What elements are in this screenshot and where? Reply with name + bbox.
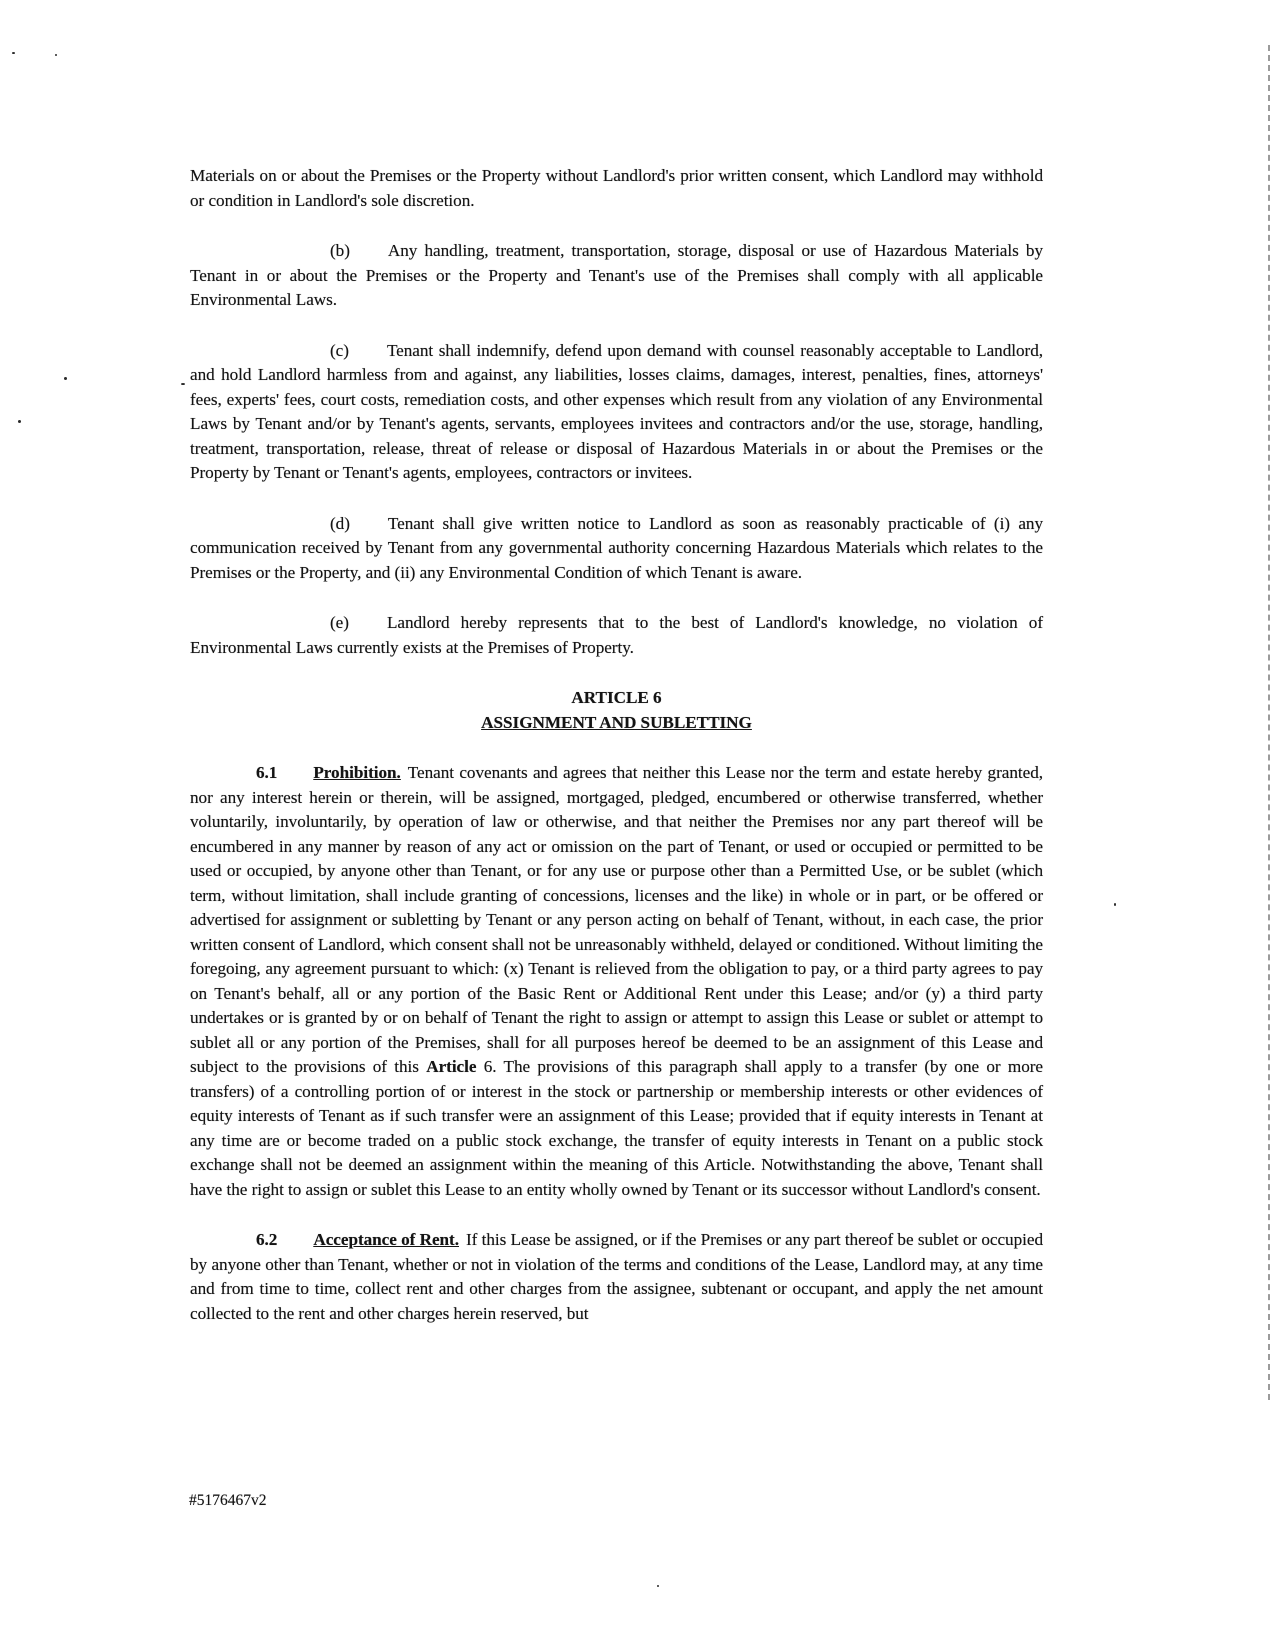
section-6-2-title: Acceptance of Rent. [313, 1230, 459, 1249]
section-6-2-number: 6.2 [256, 1230, 278, 1249]
scan-speck [12, 52, 15, 54]
article-number: ARTICLE 6 [571, 688, 662, 707]
scan-speck [1114, 903, 1116, 906]
section-6-1-title: Prohibition. [313, 763, 401, 782]
clause-e-label: (e) [330, 613, 349, 632]
clause-b-text: Any handling, treatment, transportation, storage, disposal or use of Hazardous Materials by Tenant in or about the Premises or the Property and Tenant's use of the Premises shall comply with all applicable Environmental Laws. [190, 241, 1043, 309]
scan-speck [64, 377, 67, 380]
section-6-1-bold-word: Article [426, 1057, 477, 1076]
scan-artifact-line [1268, 45, 1270, 1400]
clause-e-text: Landlord hereby represents that to the best of Landlord's knowledge, no violation of Environmental Laws currently exists at the Premises of Property. [190, 613, 1043, 657]
clause-e [190, 611, 1043, 660]
clause-b [190, 239, 1043, 313]
body-text [190, 164, 1043, 1352]
scan-speck [18, 420, 21, 423]
footer-document-number: #5176467v2 [189, 1492, 267, 1509]
article-heading [190, 686, 1043, 735]
section-6-2 [190, 1228, 1043, 1326]
scan-speck [657, 1585, 659, 1587]
scan-speck [55, 54, 57, 56]
clause-c [190, 339, 1043, 486]
clause-c-label: (c) [330, 340, 349, 360]
clause-b-label: (b) [330, 241, 350, 260]
article-title: ASSIGNMENT AND SUBLETTING [481, 712, 752, 732]
section-6-2-body: If this Lease be assigned, or if the Premises or any part thereof be sublet or occupied by anyone other than Tenant, whether or not in violation of the terms and conditions of the Lease, Landlord may, at any time and from time to time, collect rent and other charges from the assignee, subtenant or occupant, and apply the net amount collected to the rent and other charges herein reserved, but [190, 1230, 1043, 1323]
clause-d [190, 512, 1043, 586]
section-6-1-body-post: 6. The provisions of this paragraph shall apply to a transfer (by one or more transfers) of a controlling portion of or interest in the stock or partnership or membership interests or other evidences of equity interests of Tenant as if such transfer were an assignment of this Lease; provided that if equity interests in Tenant at any time are or become traded on a public stock exchange, the transfer of equity interests in Tenant on a public stock exchange shall not be deemed an assignment within the meaning of this Article. Notwithstanding the above, Tenant shall have the right to assign or sublet this Lease to an entity wholly owned by Tenant or its successor without Landlord's consent. [190, 1057, 1043, 1199]
section-6-1-number: 6.1 [256, 763, 278, 782]
paragraph-intro: Materials on or about the Premises or the Property without Landlord's prior written consent, which Landlord may withhold or condition in Landlord's sole discretion. [190, 166, 1043, 210]
section-6-1-body-pre: Tenant covenants and agrees that neither this Lease nor the term and estate hereby granted, nor any interest herein or therein, will be assigned, mortgaged, pledged, encumbered or otherwise transferred, whether voluntarily, involuntarily, by operation of law or otherwise, and that neither the Premises nor any part thereof will be encumbered in any manner by reason of any act or omission on the part of Tenant, or used or occupied or permitted to be used or occupied, by anyone other than Tenant, or for any use or purpose other than a Permitted Use, or be sublet (which term, without limitation, shall include granting of concessions, licenses and the like) in whole or in part, or be offered or advertised for assignment or subletting by Tenant or any person acting on behalf of Tenant, without, in each case, the prior written consent of Landlord, which consent shall not be unreasonably withheld, delayed or conditioned. Without limiting the foregoing, any agreement pursuant to which: (x) Tenant is relieved from the obligation to pay, or a third party agrees to pay on Tenant's behalf, all or any portion of the Basic Rent or Additional Rent under this Lease; and/or (y) a third party undertakes or is granted by or on behalf of Tenant the right to assign or attempt to assign this Lease or sublet or attempt to sublet all or any portion of the Premises, shall for all purposes hereof be deemed to be an assignment of this Lease and subject to the provisions of this [190, 763, 1043, 1076]
section-6-1 [190, 761, 1043, 1202]
scan-speck [181, 383, 185, 385]
clause-d-label: (d) [330, 513, 350, 533]
clause-d-text: Tenant shall give written notice to Landlord as soon as reasonably practicable of (i) any communication received by Tenant from any governmental authority concerning Hazardous Materials which relates to the Premises or the Property, and (ii) any Environmental Condition of which Tenant is aware. [190, 513, 1043, 582]
clause-c-text: Tenant shall indemnify, defend upon demand with counsel reasonably acceptable to Landlord, and hold Landlord harmless from and against, any liabilities, losses claims, damages, interest, penalties, fines, attorneys' fees, experts' fees, court costs, remediation costs, and other expenses which result from any violation of any Environmental Laws by Tenant and/or by Tenant's agents, servants, employees invitees and contractors and/or the use, storage, handling, treatment, transportation, release, threat of release or disposal of Hazardous Materials in or about the Premises or the Property by Tenant or Tenant's agents, employees, contractors or invitees. [190, 340, 1043, 482]
